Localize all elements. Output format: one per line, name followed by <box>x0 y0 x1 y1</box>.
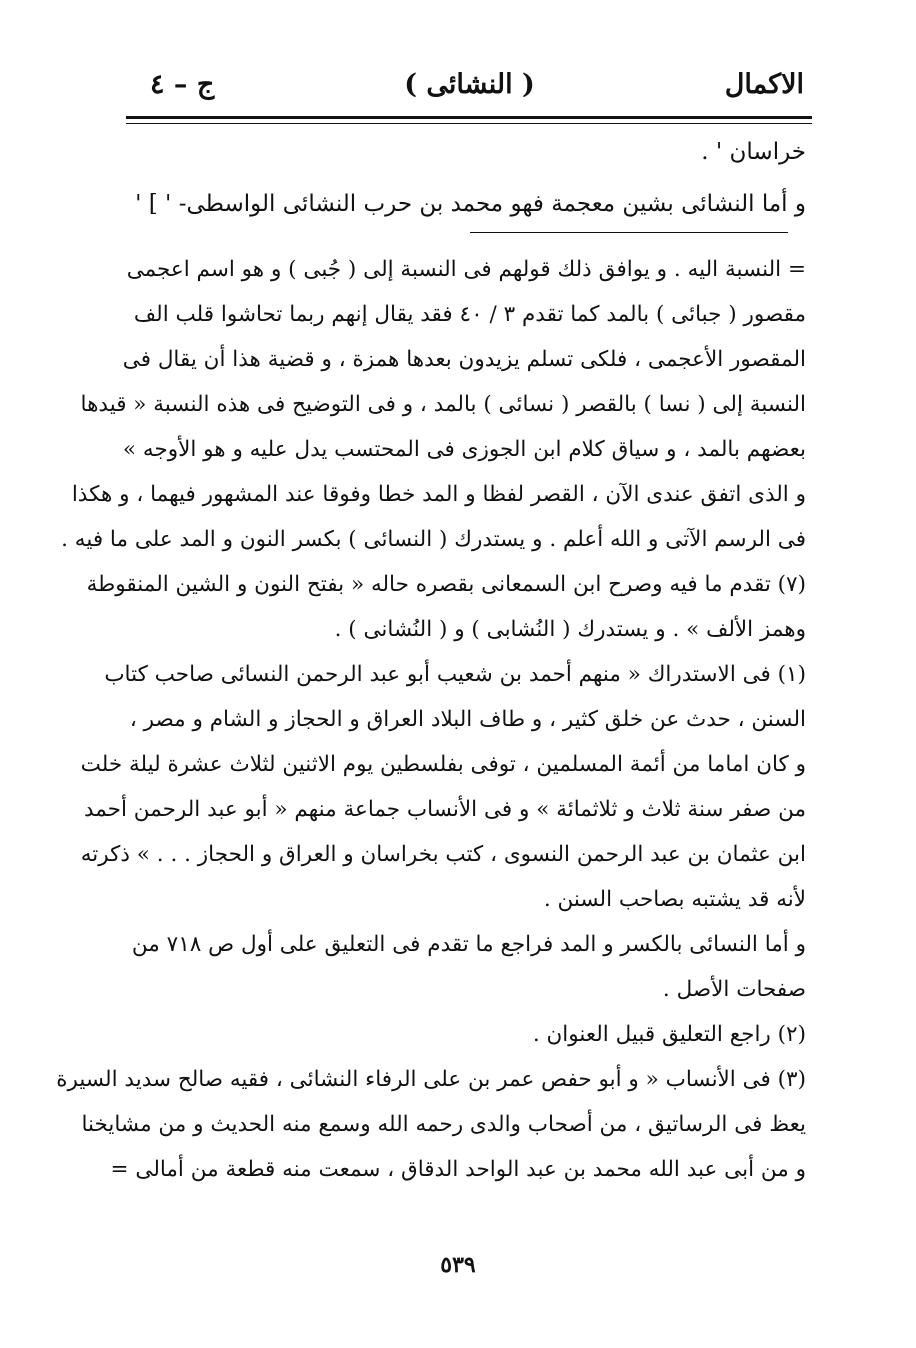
footnote-line: (١) فى الاستدراك « منهم أحمد بن شعيب أبو عبد الرحمن النسائى صاحب كتاب <box>104 662 806 687</box>
footnote-line: وهمز الألف » . و يستدرك ( النُشابى ) و ( النُشانى ) . <box>334 617 806 642</box>
footnote-line: المقصور الأعجمى ، فلكى تسلم يزيدون بعدها همزة ، و قضية هذا أن يقال فى <box>122 347 806 372</box>
footnote-line: ابن عثمان بن عبد الرحمن النسوى ، كتب بخراسان و العراق و الحجاز . . . » ذكرته <box>80 842 806 867</box>
footnote-line: مقصور ( جبائى ) بالمد كما تقدم ٣ / ٤٠ فقد يقال إنهم ربما تحاشوا قلب الف <box>133 302 806 327</box>
footnote-line: و كان اماما من أئمة المسلمين ، توفى بفلسطين يوم الاثنين لثلاث عشرة ليلة خلت <box>80 752 806 777</box>
footnote-separator <box>470 232 788 233</box>
footnote-line: و أما النسائى بالكسر و المد فراجع ما تقدم فى التعليق على أول ص ٧١٨ من <box>131 932 806 957</box>
header-entry-title: ( النشائى ) <box>404 68 535 100</box>
footnote-line: السنن ، حدث عن خلق كثير ، و طاف البلاد العراق و الحجاز و الشام و مصر ، <box>129 707 806 732</box>
footnote-line: لأنه قد يشتبه بصاحب السنن . <box>543 887 806 912</box>
header-book-title: الاكمال <box>724 68 804 100</box>
main-text-line: خراسان ' . <box>701 139 806 165</box>
footnote-line: و من أبى عبد الله محمد بن عبد الواحد الدقاق ، سمعت منه قطعة من أمالى = <box>110 1157 806 1182</box>
main-text-line: و أما النشائى بشين معجمة فهو محمد بن حرب النشائى الواسطى- ' ] ' <box>135 191 806 217</box>
header-rule-thick <box>126 116 812 119</box>
running-header <box>150 58 804 110</box>
header-volume: ج – ٤ <box>150 68 215 100</box>
footnote-line: (٢) راجع التعليق قبيل العنوان . <box>532 1022 806 1047</box>
footnote-line: (٧) تقدم ما فيه وصرح ابن السمعانى بقصره حاله « بفتح النون و الشين المنقوطة <box>86 572 806 597</box>
footnote-line: (٣) فى الأنساب « و أبو حفص عمر بن على الرفاء النشائى ، فقيه صالح سديد السيرة <box>56 1067 806 1092</box>
footnote-line: = النسبة اليه . و يوافق ذلك قولهم فى النسبة إلى ( جُبى ) و هو اسم اعجمى <box>126 257 806 282</box>
footnote-line: بعضهم بالمد ، و سياق كلام ابن الجوزى فى المحتسب يدل عليه و هو الأوجه » <box>122 437 806 462</box>
footnote-line: و الذى اتفق عندى الآن ، القصر لفظا و المد خطا وفوقا عند المشهور فيهما ، و هكذا <box>71 482 806 507</box>
page-number: ٥٣٩ <box>440 1252 476 1278</box>
footnote-line: من صفر سنة ثلاث و ثلاثمائة » و فى الأنساب جماعة منهم « أبو عبد الرحمن أحمد <box>83 797 806 822</box>
header-rule-thin <box>126 123 812 124</box>
footnote-line: صفحات الأصل . <box>662 977 806 1002</box>
footnote-line: يعظ فى الرساتيق ، من أصحاب والدى رحمه الله وسمع منه الحديث و من مشايخنا <box>81 1112 806 1137</box>
footnote-line: فى الرسم الآتى و الله أعلم . و يستدرك ( النسائى ) بكسر النون و المد على ما فيه . <box>61 527 806 552</box>
footnote-line: النسبة إلى ( نسا ) بالقصر ( نسائى ) بالمد ، و فى التوضيح فى هذه النسبة « قيدها <box>80 392 806 417</box>
